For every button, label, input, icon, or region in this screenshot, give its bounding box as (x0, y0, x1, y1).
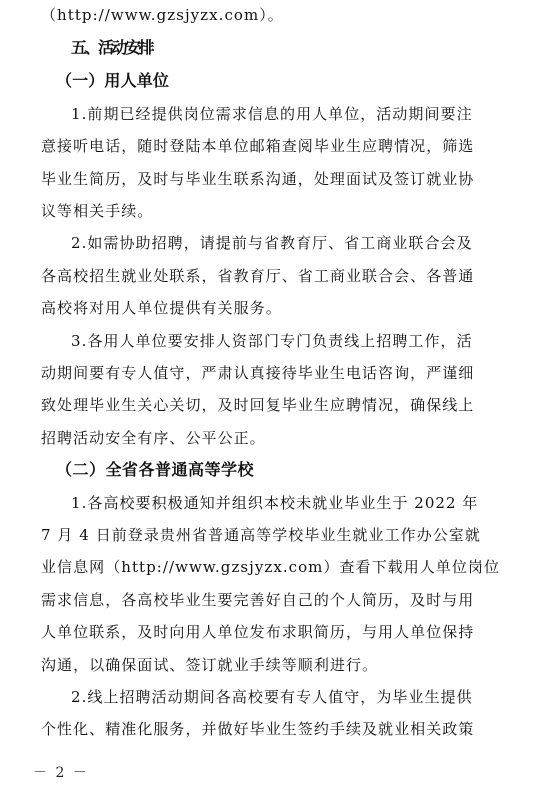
paragraph-line: 3.各用人单位要安排人资部门专门负责线上招聘工作，活 (71, 332, 473, 350)
paragraph-line: 意接听电话，随时登陆本单位邮箱查阅毕业生应聘情况，筛选 (41, 137, 475, 155)
paragraph-line: 动期间要有专人值守，严肃认真接待毕业生电话咨询，严谨细 (41, 364, 475, 382)
paragraph-line: 议等相关手续。 (41, 202, 154, 220)
paragraph-line: 7 月 4 日前登录贵州省普通高等学校毕业生就业工作办公室就 (41, 526, 481, 544)
paragraph-line: 沟通，以确保面试、签订就业手续等顺利进行。 (41, 656, 379, 674)
paragraph-line: 个性化、精准化服务，并做好毕业生签约手续及就业相关政策 (41, 720, 475, 738)
page-number: － 2 － (33, 765, 89, 781)
section-heading-activity-arrangement: 五、活动安排 (71, 38, 153, 57)
paragraph-line: 人单位联系，及时向用人单位发布求职简历，与用人单位保持 (41, 623, 475, 641)
paragraph-line: 各高校招生就业处联系，省教育厅、省工商业联合会、各普通 (41, 267, 475, 285)
paragraph-line: 业信息网（http://www.gzsjyzx.com）查看下载用人单位岗位 (41, 558, 501, 576)
paragraph-line: 毕业生简历，及时与毕业生联系沟通，处理面试及签订就业协 (41, 170, 475, 188)
paragraph-line: 需求信息，各高校毕业生要完善好自己的个人简历，及时与用 (41, 591, 475, 609)
paragraph-line: 高校将对用人单位提供有关服务。 (41, 299, 282, 317)
subheading-employers: （一）用人单位 (56, 71, 170, 90)
paragraph-line: 1.前期已经提供岗位需求信息的用人单位，活动期间要注 (71, 105, 473, 123)
subheading-universities: （二）全省各普通高等学校 (56, 460, 255, 479)
paragraph-line: 2.如需协助招聘，请提前与省教育厅、省工商业联合会及 (71, 234, 473, 252)
paragraph-line: 2.线上招聘活动期间各高校要有专人值守，为毕业生提供 (71, 688, 473, 706)
url-continuation: （http://www.gzsjyzx.com）。 (41, 6, 284, 24)
paragraph-line: 致处理毕业生关心关切，及时回复毕业生应聘情况，确保线上 (41, 396, 475, 414)
paragraph-line: 招聘活动安全有序、公平公正。 (41, 429, 266, 447)
paragraph-line: 1.各高校要积极通知并组织本校未就业毕业生于 2022 年 (71, 494, 479, 512)
